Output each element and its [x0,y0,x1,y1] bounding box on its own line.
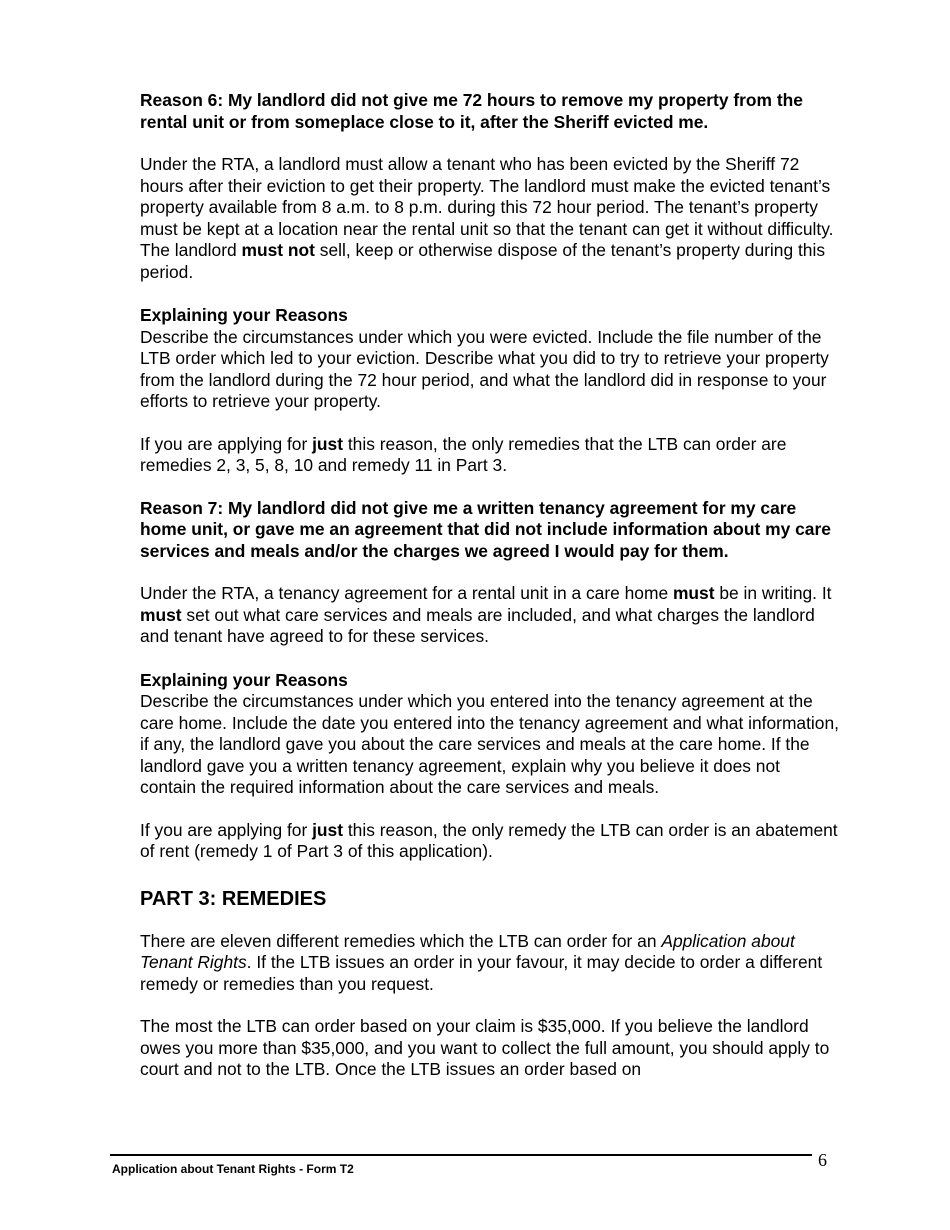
emphasis-text: must [140,604,182,625]
part-3-intro [140,931,840,996]
reason-6-body [140,154,840,283]
reason-7-remedy-note [140,820,840,863]
reason-7-heading: Reason 7: My landlord did not give me a written tenancy agreement for my care home unit, or gave me an agreement that did not include information about my care services and meals and/or the charges we agreed I would pay for them. [140,497,831,561]
text-run: If you are applying for [140,819,313,840]
text-run: sell, keep or otherwise dispose of the tenant’s property during this period. [140,240,826,282]
text-run: set out what care services and meals are included, and what charges the landlord and tenant have agreed to for these services. [140,604,815,646]
text-run: Under the RTA, a tenancy agreement for a rental unit in a care home [140,583,673,603]
emphasis-text: just [312,433,343,454]
page-content [140,90,840,1081]
reason-7-explain-body: Describe the circumstances under which you entered into the tenancy agreement at the care home. Include the date you entered into the tenancy agreement and what information, if any, the landlord gave you about the care services and meals at the care home. If the landlord gave you a written tenancy agreement, explain why you believe it does not contain the required information about the care services and meals. [140,691,839,797]
footer-rule [110,1154,812,1156]
reason-6-explain-body: Describe the circumstances under which you were evicted. Include the file number of the LTB order which led to your eviction. Describe what you did to try to retrieve your property from the landlord during the 72 hour period, and what the landlord did in response to your efforts to retrieve your property. [140,326,829,411]
text-run: . If the LTB issues an order in your favour, it may decide to order a different remedy or remedies than you request. [140,952,823,994]
reason-6-explain-heading: Explaining your Reasons [140,305,348,325]
part-3-heading: PART 3: REMEDIES [140,887,327,910]
text-run: this reason, the only remedy the LTB can order is an abatement of rent (remedy 1 of Part 3 of this application). [140,819,838,861]
page-number: 6 [818,1150,827,1170]
reason-7-explain-heading: Explaining your Reasons [140,669,348,690]
emphasis-text: must not [241,240,315,260]
text-run: If you are applying for [140,433,313,454]
emphasis-text: just [312,819,343,840]
text-run: this reason, the only remedies that the LTB can order are remedies 2, 3, 5, 8, 10 and remedy 11 in Part 3. [140,433,787,475]
footer-title: Application about Tenant Rights - Form T2 [112,1162,354,1176]
text-run: There are eleven different remedies which the LTB can order for an [140,930,662,951]
text-run: Under the RTA, a landlord must allow a tenant who has been evicted by the Sheriff 72 hours after their eviction to get their property. The landlord must make the evicted tenant’s property available from 8 a.m. to 8 p.m. during this 72 hour period. The tenant’s property must be kept at a location near the rental unit so that the tenant can get it without difficulty. The landlord [140,154,834,260]
reason-6-remedy-note [140,434,840,477]
emphasis-text: must [672,583,715,603]
reason-6-heading: Reason 6: My landlord did not give me 72 hours to remove my property from the rental unit or from someplace close to it, after the Sheriff evicted me. [140,90,803,132]
form-title-text: Application about Tenant Rights [140,930,795,972]
part-3-max-claim: The most the LTB can order based on your claim is $35,000. If you believe the landlord owes you more than $35,000, and you want to collect the full amount, you should apply to court and not to the LTB. Once the LTB issues an order based on [140,1016,830,1079]
text-run: be in writing. It [714,583,832,603]
reason-7-body [140,583,840,648]
